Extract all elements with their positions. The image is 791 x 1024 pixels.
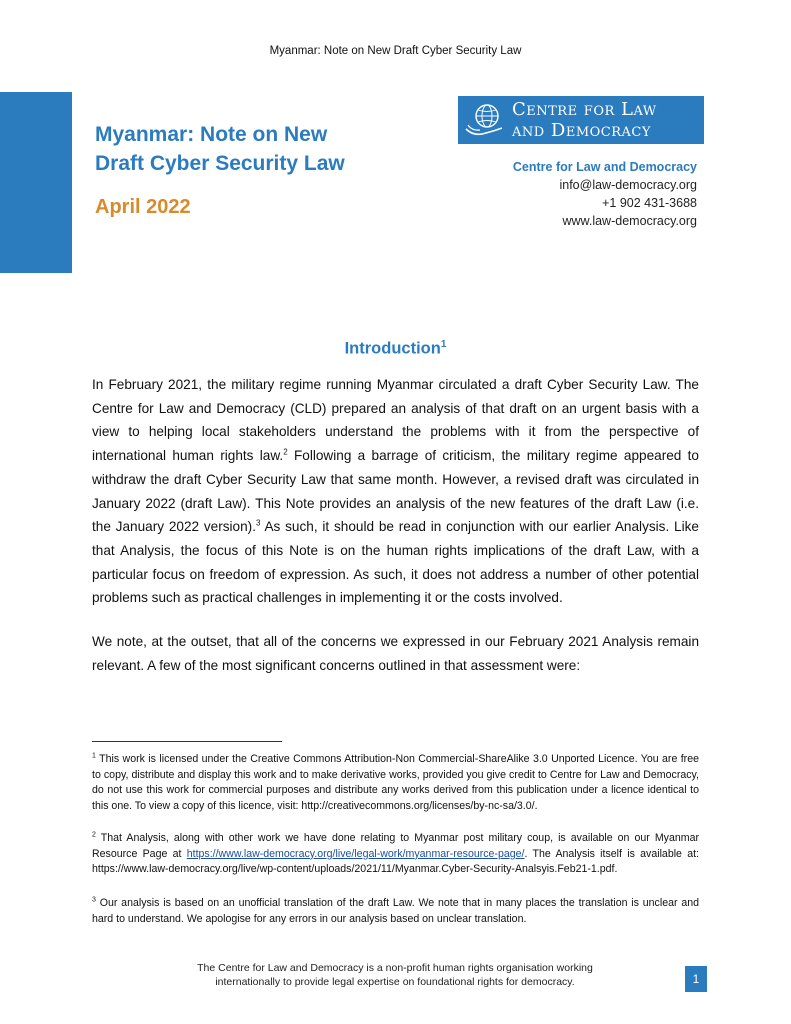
myanmar-resource-page-link[interactable]: https://www.law-democracy.org/live/legal-work/myanmar-resource-page/ (186, 847, 525, 860)
footnote-3 (92, 896, 699, 927)
footnote-divider (92, 741, 282, 742)
footer-line-1: The Centre for Law and Democracy is a non-profit human rights organisation working (197, 962, 593, 974)
footnote-2-text-b: . The Analysis itself is available at: https://www.law-democracy.org/live/wp-content/uploads/2021/11/Myanmar.Cyber-Security-Analsyis.Feb21-1.pdf. (92, 847, 699, 876)
footnote-3-text: Our analysis is based on an unofficial translation of the draft Law. We note that in many places the translation is unclear and hard to understand. We apologise for any errors in our analysis based on unclear translation. (92, 897, 699, 925)
section-heading-introduction (0, 339, 791, 359)
title-line-2: Draft Cyber Security Law (95, 152, 345, 175)
contact-org: Centre for Law and Democracy (512, 160, 697, 174)
page-footer (120, 961, 670, 989)
contact-website: www.law-democracy.org (562, 214, 697, 228)
footnote-1-text: This work is licensed under the Creative Commons Attribution-Non Commercial-ShareAlike 3.0 Unported Licence. You are free to copy, distribute and display this work and to make derivative works, provided you give credit to Centre for Law and Democracy, do not use this work for commercial purposes and distribute any works derived from this publication under a licence identical to this one. To view a copy of this licence, visit: http://creativecommons.org/licenses/by-nc-sa/3.0/. (92, 753, 699, 813)
para1-part-c: As such, it should be read in conjunction with our earlier Analysis. Like that Analysis, the focus of this Note is on the human rights implications of the draft Law, with a particular focus on freedom of expression. As such, it does not address a number of other potential problems such as practical challenges in implementing it or the costs involved. (92, 519, 699, 606)
document-title (95, 120, 425, 178)
page-number: 1 (685, 966, 707, 992)
footnote-3-number: 3 (92, 896, 96, 904)
contact-email: info@law-democracy.org (559, 178, 697, 192)
contact-phone: +1 902 431-3688 (602, 196, 697, 210)
footer-line-2: internationally to provide legal expertise on foundational rights for democracy. (215, 976, 575, 988)
side-accent-bar (0, 92, 72, 273)
footnote-ref-2[interactable]: 2 (283, 447, 288, 457)
footnote-1-number: 1 (92, 752, 96, 760)
heading-footnote-ref[interactable]: 1 (440, 339, 447, 350)
logo-line-2: and Democracy (512, 120, 651, 141)
footnote-2-text-a: That Analysis, along with other work we have done relating to Myanmar post military coup, is available on our Myanmar Resource Page at (92, 832, 699, 860)
document-date: April 2022 (95, 196, 191, 218)
intro-paragraph-1 (92, 373, 699, 610)
contact-block (513, 158, 697, 230)
cld-logo (458, 96, 704, 144)
globe-hands-icon (464, 101, 506, 139)
para1-part-b: Following a barrage of criticism, the military regime appeared to withdraw the draft Cyber Security Law that same month. However, a revised draft was circulated in January 2022 (draft Law). This Note provides an analysis of the new features of the draft Law (i.e. the January 2022 version). (92, 448, 699, 535)
para1-part-a: In February 2021, the military regime running Myanmar circulated a draft Cyber Security Law. The Centre for Law and Democracy (CLD) prepared an analysis of that draft on an urgent basis with a view to helping local stakeholders understand the problems with it from the perspective of international human rights law. (92, 377, 699, 464)
footnote-1 (92, 752, 699, 815)
footnote-ref-3[interactable]: 3 (255, 518, 261, 528)
logo-line-1: Centre for Law (512, 99, 657, 120)
title-line-1: Myanmar: Note on New (95, 123, 328, 146)
heading-text: Introduction (344, 339, 441, 358)
running-header: Myanmar: Note on New Draft Cyber Security Law (269, 45, 522, 57)
intro-paragraph-2: We note, at the outset, that all of the concerns we expressed in our February 2021 Analysis remain relevant. A few of the most significant concerns outlined in that assessment were: (92, 634, 699, 673)
footnote-2-number: 2 (92, 831, 96, 839)
footnote-2 (92, 831, 699, 878)
